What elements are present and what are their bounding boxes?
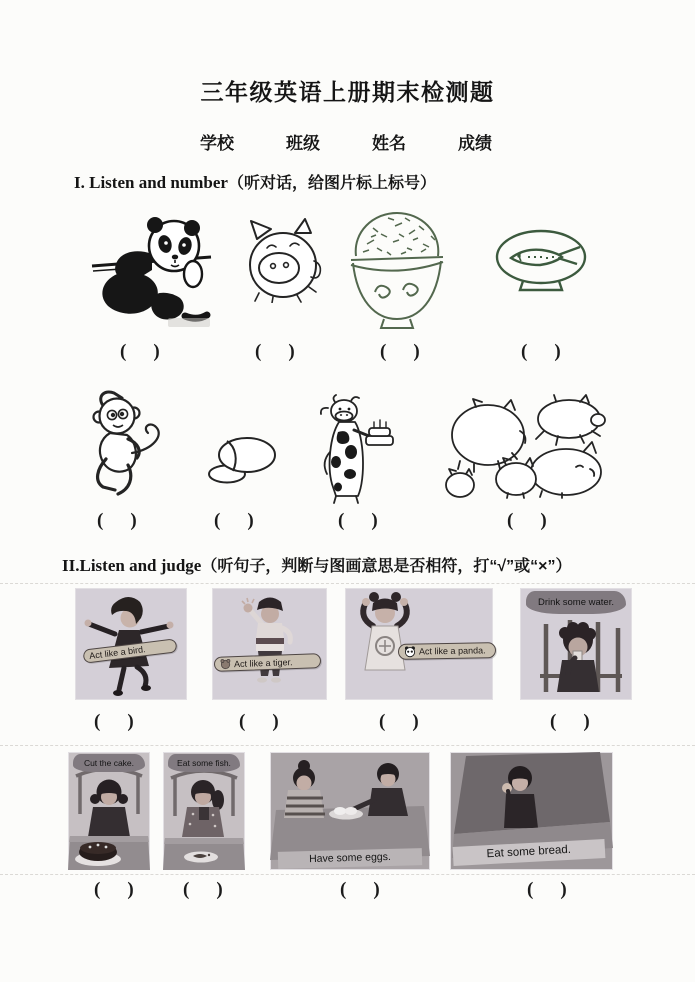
info-field-class: 班级: [286, 134, 320, 153]
caption-banner: [168, 754, 240, 772]
page-title: 三年级英语上册期末检测题: [200, 79, 495, 105]
photo-act-like-a-bird: [75, 588, 187, 700]
answer-bracket-4-2: ( ): [183, 879, 223, 900]
answer-bracket-2-2: ( ): [214, 510, 254, 531]
photo-eat-some-fish: [163, 752, 245, 870]
rice-bowl-icon: [343, 204, 451, 332]
bread-icon: [205, 430, 277, 486]
scan-artifact-line: [0, 874, 695, 875]
answer-bracket-3-1: ( ): [94, 711, 134, 732]
answer-bracket-2-4: ( ): [507, 510, 547, 531]
caption-banner: [526, 591, 627, 613]
answer-bracket-4-1: ( ): [94, 879, 134, 900]
section1-heading-cn: （听对话，给图片标上标号）: [227, 175, 436, 192]
photo-act-like-a-panda: [345, 588, 493, 700]
answer-bracket-3-2: ( ): [239, 711, 279, 732]
panda-face-icon: [404, 645, 416, 657]
panda-drawing: [90, 212, 213, 330]
photo-cut-the-cake: [68, 752, 150, 870]
caption-banner: [73, 754, 145, 772]
answer-bracket-1-4: ( ): [521, 341, 561, 362]
photo-have-some-eggs: [270, 752, 430, 870]
section2-heading: [62, 553, 572, 576]
monkey-drawing: [70, 389, 170, 509]
pig-icon: [243, 217, 327, 303]
tiger-face-icon: [220, 658, 231, 669]
caption-text: Drink some water.: [537, 597, 614, 609]
monkey-icon: [70, 389, 170, 509]
info-fields-row: [200, 129, 492, 154]
bread-drawing: [205, 430, 277, 486]
answer-bracket-2-1: ( ): [97, 510, 137, 531]
info-field-score: 成绩: [458, 134, 492, 153]
answer-bracket-3-3: ( ): [379, 711, 419, 732]
info-field-school: 学校: [200, 134, 234, 153]
pigs-group-icon: [438, 393, 608, 499]
answer-bracket-2-3: ( ): [338, 510, 378, 531]
photo-act-like-a-tiger: [212, 588, 327, 700]
watermark-smudge: [168, 318, 210, 327]
section2-heading-en: II.Listen and judge: [62, 556, 202, 575]
caption-text: Eat some bread.: [486, 844, 572, 861]
caption-text: Have some eggs.: [308, 851, 392, 866]
pig-drawing: [243, 217, 327, 303]
rice-bowl-drawing: [343, 204, 451, 332]
cow-icon: [318, 394, 396, 504]
answer-bracket-1-1: ( ): [120, 341, 160, 362]
caption-text: Cut the cake.: [83, 758, 135, 769]
fish-plate-drawing: [494, 227, 588, 299]
section2-heading-cn: （听句子，判断与图画意思是否相符，打“√”或“×”）: [201, 558, 572, 575]
info-field-name: 姓名: [372, 134, 406, 153]
scan-artifact-line: [0, 745, 695, 746]
answer-bracket-1-2: ( ): [255, 341, 295, 362]
answer-bracket-4-3: ( ): [340, 879, 380, 900]
photo-eat-some-bread: [450, 752, 613, 870]
answer-bracket-1-3: ( ): [380, 341, 420, 362]
photo-drink-some-water: [520, 588, 632, 700]
answer-bracket-3-4: ( ): [550, 711, 590, 732]
caption-banner: [398, 642, 496, 660]
caption-text: Act like a tiger.: [234, 656, 293, 669]
section1-heading-en: I. Listen and number: [74, 173, 228, 192]
caption-text: Eat some fish.: [177, 758, 231, 769]
caption-text: Act like a panda.: [419, 645, 486, 657]
answer-bracket-4-4: ( ): [527, 879, 567, 900]
cow-with-cake-drawing: [318, 394, 396, 504]
five-pigs-drawing: [438, 393, 608, 499]
fish-plate-icon: [494, 227, 588, 299]
child-tiger-pose-figure: [212, 588, 327, 700]
panda-icon: [90, 212, 213, 330]
section1-heading: [74, 170, 436, 193]
caption-text: Act like a bird.: [88, 644, 146, 661]
scan-artifact-line: [0, 583, 695, 584]
